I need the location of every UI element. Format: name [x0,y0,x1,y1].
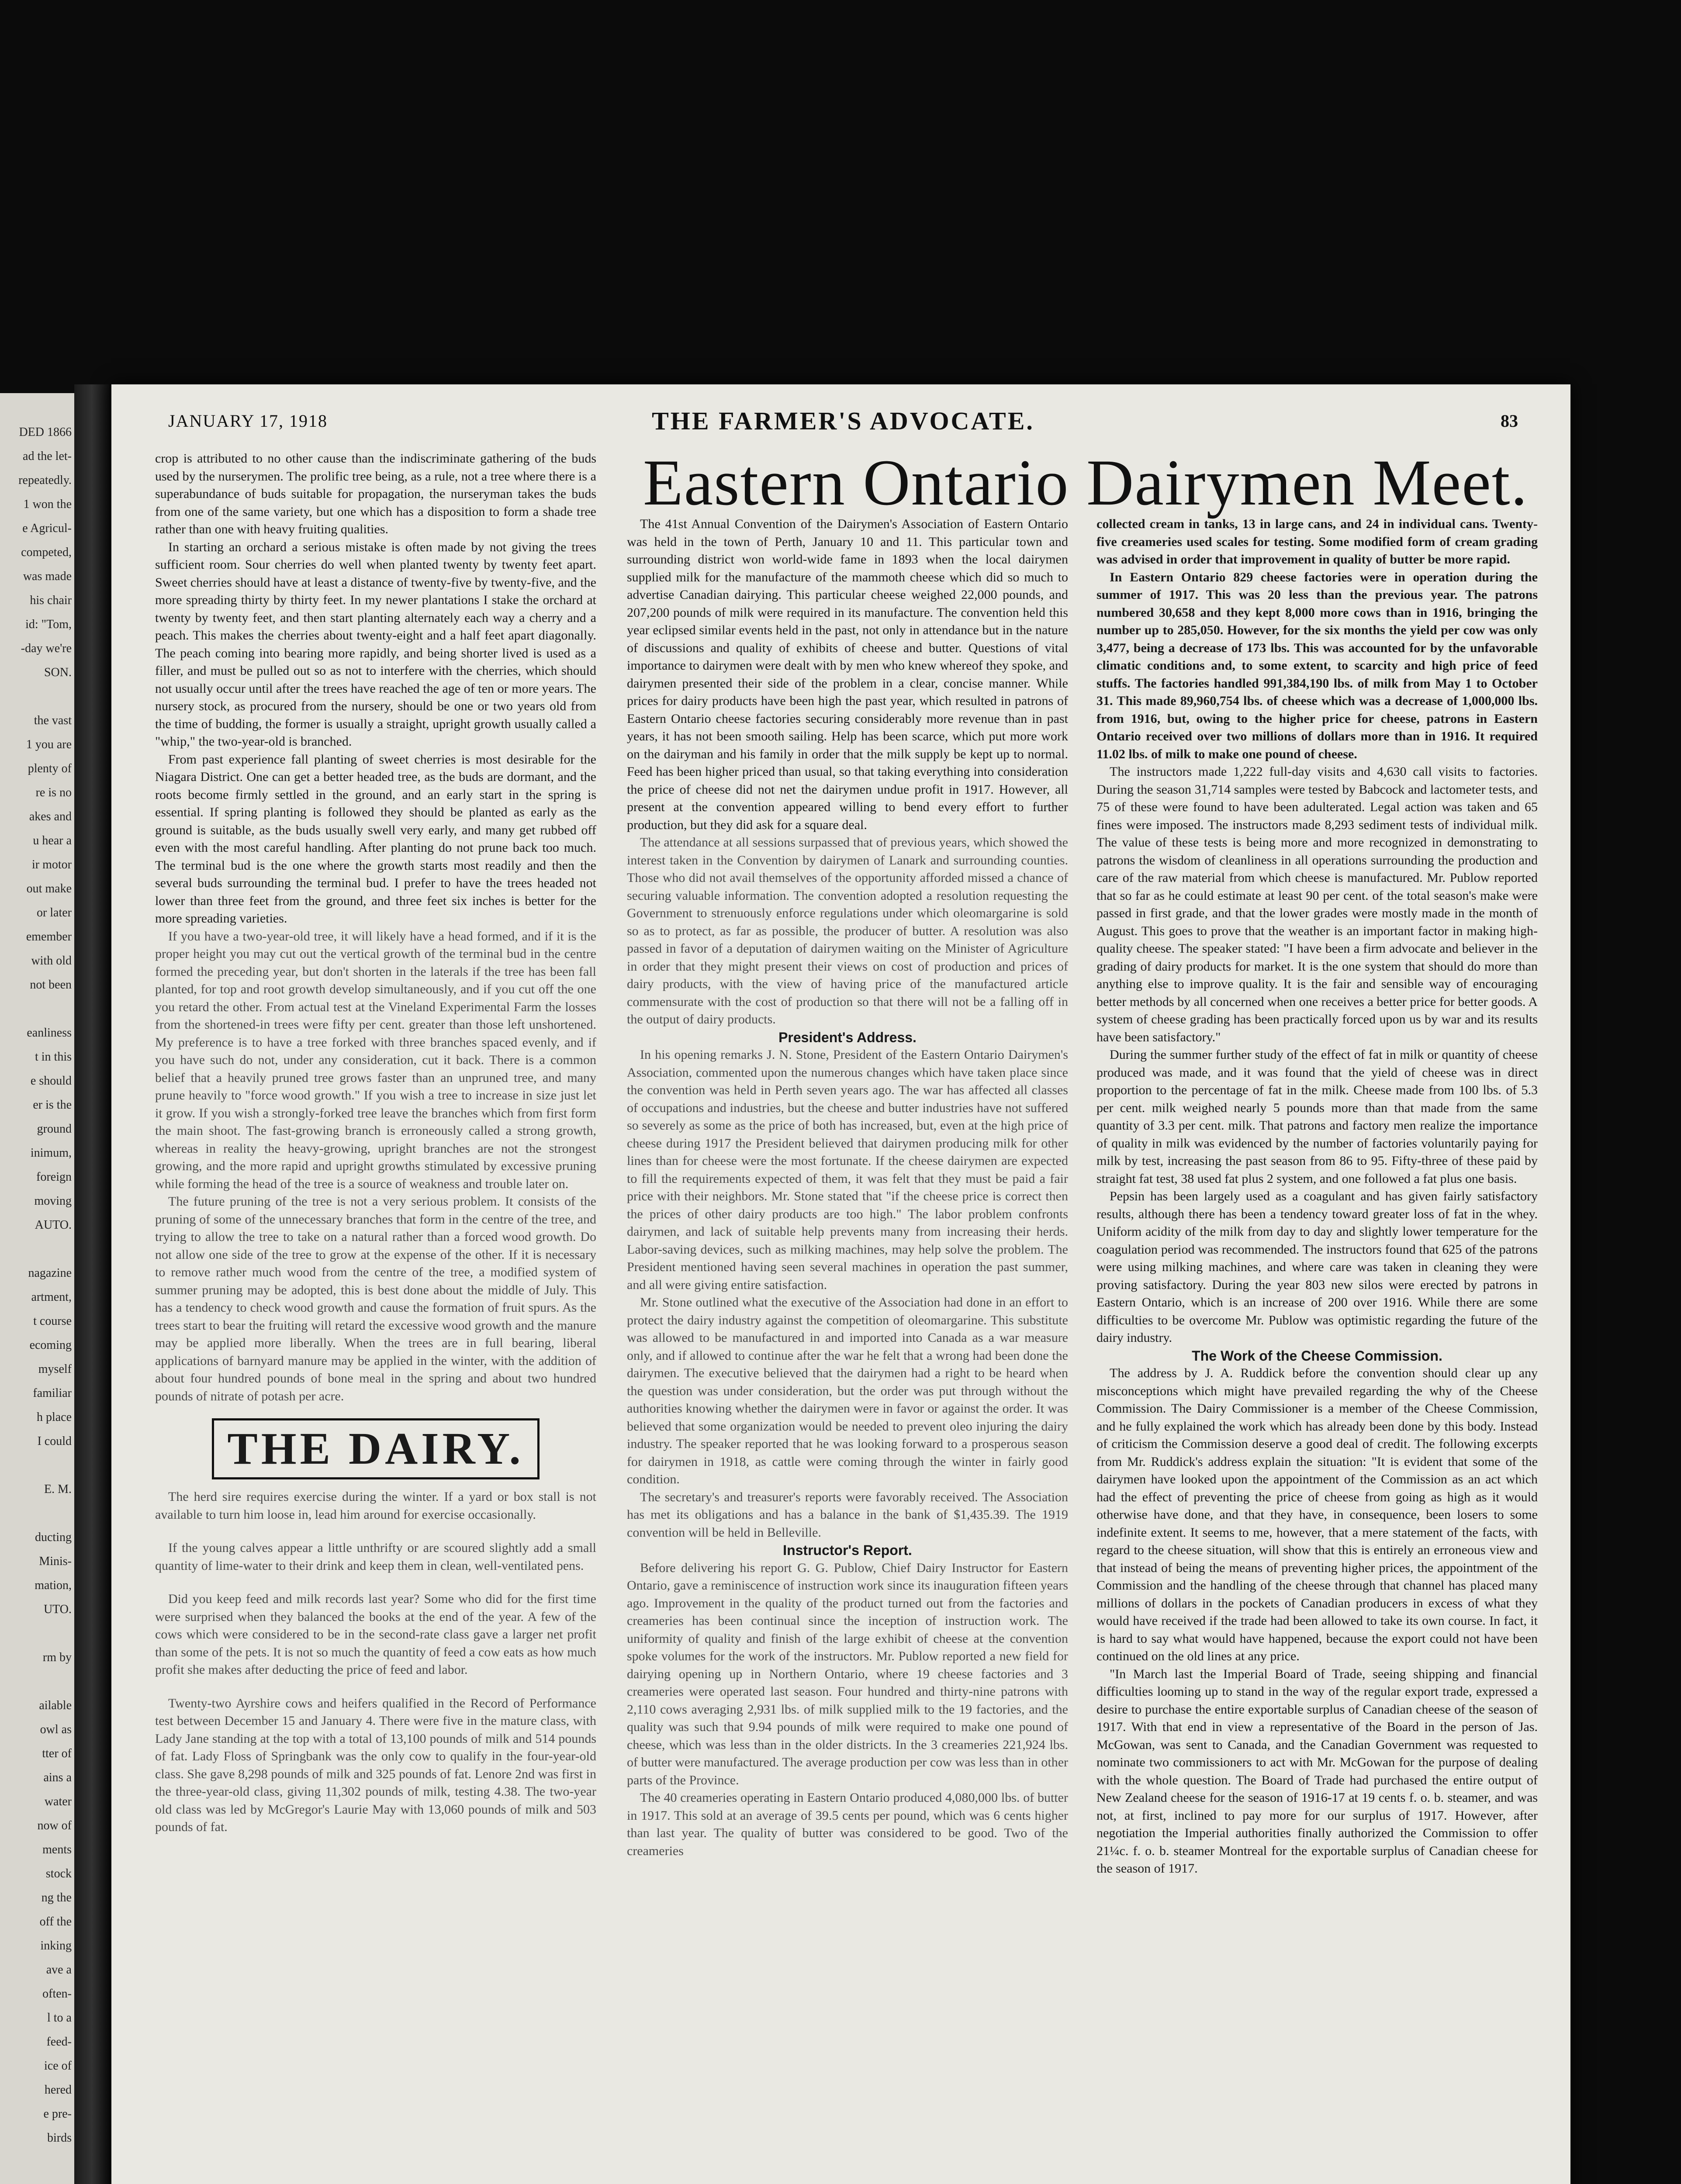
fragment-line: nagazine [28,1266,72,1280]
fragment-line: ave a [46,1963,72,1977]
fragment-line: UTO. [43,1603,72,1616]
subheading-instructor: Instructor's Report. [783,1542,912,1558]
fragment-line: e Agricul- [22,522,72,535]
paragraph: The address by J. A. Ruddick before the convention should clear up any misconceptions which might have prevailed regarding the why of the Cheese Commission. The Dairy Commissioner is a member of the Cheese Commission, and he fully explained the work which has already been done by this body. Instead of criticism the Commission deserve a good deal of credit. The following excerpts from Mr. Ruddick's address explain the situation: "It is evident that some of the dairymen have looked upon the appointment of the Commission as an act which had the effect of preventing the price of cheese from going as high as it would otherwise have done, and that they have, in consequence, been losers to some indefinite extent. It seems to me, however, that a mere statement of the facts, with regard to the cheese situation, will show that this is entirely an erroneous view and that instead of being the means of preventing higher prices, the appointment of the Commission and the handling of the cheese through that channel has placed many millions of dollars in the pockets of Canadian producers in excess of what they would have received if the trade had been allowed to take its own course. In fact, it is hard to say what would have happened, because the export could not have been continued on the old lines at any price. [1096,1366,1538,1663]
paragraph: In his opening remarks J. N. Stone, President of the Eastern Ontario Dairymen's Association, commented upon the numerous changes which have taken place since the convention was held in Perth seven years ago. The war has affected all classes of occupations and industries, but the cheese and butter industries have not suffered so severely as some as the price of both has increased, but, even at the high price of cheese during 1917 the President believed that dairymen producing milk for other lines than for cheese were the most fortunate. If the cheese dairymen are expected to fill the requirements expected of them, it was felt that they must be paid a fair price with their neighbors. Mr. Stone stated that "if the cheese price is correct then the prices of other dairy products are too high." The labor problem confronts dairymen, and lack of suitable help prevents many from increasing their herds. Labor-saving devices, such as milking machines, may help solve the problem. The President mentioned having seen several machines in operation the past summer, and all were giving entire satisfaction. [627,1047,1068,1292]
page-header [168,406,1518,441]
fragment-line: ains a [43,1771,72,1784]
paragraph: During the summer further study of the effect of fat in milk or quantity of cheese produced was made, and it was found that the yield of cheese was in direct proportion to the percentage of fat in the milk. Cheese made from 100 lbs. of 5.3 per cent. milk weighed nearly 5 pounds more than that made from the same quantity of 3.3 per cent. milk. That patrons and factory men realize the importance of quality in milk was evidenced by the number of factories voluntarily paying for milk by test, increasing the past season from 86 to 95. Fifty-three of these paid by straight fat test, 38 used fat plus 2 system, and one followed a fat plus one basis. [1096,1047,1538,1186]
article-title: Eastern Ontario Dairymen Meet. [643,446,1528,519]
fragment-line: l to a [47,2011,72,2025]
paragraph: In Eastern Ontario 829 cheese factories were in operation during the summer of 1917. This was 20 less than the previous year. The patrons numbered 30,658 and they kept 8,000 more cows than in 1916, bringing the number up to 285,050. However, for the six months the yield per cow was only 3,477, being a decrease of 173 lbs. This was accounted for by the unfavorable climatic conditions and, to some extent, to scarcity and high price of feed stuffs. The factories handled 991,384,190 lbs. of milk from May 1 to October 31. This made 89,960,754 lbs. of cheese which was a decrease of 1,000,000 lbs. from 1916, but, owing to the higher price for cheese, patrons in Eastern Ontario received over two millions of dollars more than in 1916. It required 11.02 lbs. of milk to make one pound of cheese. [1096,570,1538,761]
paragraph: The herd sire requires exercise during the winter. If a yard or box stall is not available to turn him loose in, lead him around for exercise occasionally. [155,1489,596,1522]
column-3 [1096,515,1538,1878]
fragment-line: h place [36,1410,72,1424]
paragraph: The 40 creameries operating in Eastern Ontario produced 4,080,000 lbs. of butter in 1917. This sold at an average of 39.5 cents per pound, which was 6 cents higher than last year. The quality of butter was considered to be good. Two of the creameries [627,1790,1068,1858]
fragment-line: rm by [42,1651,72,1664]
paragraph: If the young calves appear a little unthrifty or are scoured slightly add a small quantity of lime-water to their drink and keep them in clean, well-ventilated pens. [155,1541,596,1573]
fragment-line: stock [45,1867,72,1880]
column-2 [627,515,1068,1860]
paragraph: "In March last the Imperial Board of Trade, seeing shipping and financial difficulties looming up to stand in the way of the regular export trade, expressed a desire to purchase the entire exportable surplus of Canadian cheese of the season of 1917. With that end in view a representative of the Board in the person of Jas. McGowan, was sent to Canada, and the Canadian Government was requested to nominate two commissioners to act with Mr. McGowan for the purpose of dealing with the whole question. The Board of Trade had purchased the entire output of New Zealand cheese for the season of 1916-17 at 19 cents f. o. b. steamer, and was not, at first, inclined to pay more for our surplus of 1917. However, after negotiation the Imperial authorities finally authorized the Commission to offer 21¼c. f. o. b. steamer Montreal for the exportable surplus of Canadian cheese for the season of 1917. [1096,1666,1538,1876]
fragment-line: moving [34,1194,72,1208]
subheading-commission: The Work of the Cheese Commission. [1192,1348,1442,1364]
fragment-line: or later [36,906,72,919]
fragment-line: id: "Tom, [25,618,72,631]
paragraph: If you have a two-year-old tree, it will likely have a head formed, and if it is the proper height you may cut out the vertical growth of the terminal bud in the centre formed the preceding year, but don't shorten in the laterals if the tree has been fall planted, for top and root growth develop simultaneously, and if you cut off the one you retard the other. From actual test at the Vineland Experimental Farm the losses from the shortened-in trees were fifty per cent. greater than those left unshortened. My preference is to have a tree forked with three branches spaced evenly, and if you have such do not, under any consideration, cut it back. There is a common belief that a heavily pruned tree grows faster than an unpruned tree, and many prune heavily to "force wood growth." If you wish a tree to increase in size just let it grow. If you wish a strongly-forked tree leave the branches which from first form the main shoot. The fast-growing branch is erroneously called a strong growth, whereas in reality the heavy-growing, upright branches are not the strongest growing, and the more rapid and upright growths stimulated by excessive pruning while forming the head of the tree is a source of weakness and trouble later on. [155,929,596,1191]
fragment-line: 1 won the [23,498,72,511]
fragment-line: now of [37,1819,72,1832]
page-number: 83 [1501,411,1518,431]
fragment-line: plenty of [28,762,72,775]
paragraph: Pepsin has been largely used as a coagulant and has given fairly satisfactory results, although there has been a tendency toward greater loss of fat in the whey. Uniform acidity of the milk from day to day and slightly lower temperature for the coagulation period was recommended. The instructors found that 625 of the patrons were using milking machines, and where care was taken in cleaning they were proving satisfactory. During the year 803 new silos were erected by patrons in Eastern Ontario, which is an increase of 200 over 1916. While there are some difficulties to be overcome Mr. Publow was optimistic regarding the future of the dairy industry. [1096,1189,1538,1345]
fragment-line: tter of [42,1747,72,1760]
fragment-line: akes and [29,810,72,823]
paragraph: crop is attributed to no other cause than the indiscriminate gathering of the buds used by the nurserymen. The prolific tree being, as a rule, not a tree where there is a superabundance of buds suitable for propagation, the nurseryman takes the buds from one of the same variety, but one which has a disposition to form a shade tree rather than one with heavy fruiting qualities. [155,451,596,536]
fragment-line: hered [44,2083,72,2097]
fragment-line: birds [47,2131,72,2145]
fragment-line: foreign [36,1170,72,1184]
fragment-line: owl as [40,1723,72,1736]
fragment-line: with old [31,954,72,968]
fragment-line: ice of [44,2059,72,2073]
fragment-line: water [44,1795,72,1808]
column-1 [155,450,596,1836]
publication-title: THE FARMER'S ADVOCATE. [652,407,1034,435]
fragment-line: out make [26,882,72,895]
paragraph: Before delivering his report G. G. Publow, Chief Dairy Instructor for Eastern Ontario, gave a reminiscence of instruction work since its inauguration fifteen years ago. Improvement in the quality of the product turned out from the factories and creameries has been continual since the inception of instruction work. The uniformity of quality and finish of the large exhibit of cheese at the convention spoke volumes for the work of the instructors. Mr. Publow reported a new field for dairying opening up in Northern Ontario, where 19 cheese factories and 3 creameries were operated last season. Four hundred and thirty-nine patrons with 2,110 cows averaging 2,931 lbs. of milk supplied milk to the 19 factories, and the quality was such that 9.94 pounds of milk were required to make one pound of cheese, which was less than in the older districts. In the 3 creameries 221,924 lbs. of butter were manufactured. The average production per cow was less than in other parts of the Province. [627,1560,1068,1787]
fragment-line: not been [30,978,72,992]
fragment-line: E. M. [44,1482,72,1496]
fragment-line: ecoming [29,1338,72,1352]
fragment-line: u hear a [33,834,72,847]
issue-date: JANUARY 17, 1918 [168,411,328,431]
subheading-president: President's Address. [778,1029,917,1045]
fragment-line: ducting [35,1531,72,1544]
fragment-line: inimum, [30,1146,72,1160]
newspaper-page [111,384,1570,2184]
fragment-line: repeatedly. [18,473,72,487]
fragment-line: mation, [35,1579,72,1592]
paragraph: Mr. Stone outlined what the executive of the Association had done in an effort to protect the dairy industry against the competition of oleomargarine. This substitute was allowed to be manufactured in and imported into Canada as a war measure only, and if allowed to continue after the war he felt that a wrong had been done the dairymen. The executive believed that the dairymen had a right to be heard when the question was under consideration, but the order was put through without the authorities knowing whether the dairymen were in favor or against the order. It was believed that some organization would be needed to prevent oleo injuring the dairy industry. The speaker reported that he was looking forward to a prosperous season for dairymen in 1918, as cattle were coming through the winter in fairly good condition. [627,1295,1068,1486]
fragment-line: e should [30,1074,72,1088]
fragment-line: ad the let- [23,449,72,463]
fragment-line: ailable [39,1699,72,1712]
fragment-line: -day we're [21,642,72,655]
fragment-line: AUTO. [35,1218,72,1232]
paragraph: Did you keep feed and milk records last year? Some who did for the first time were surprised when they balanced the books at the end of the year. A few of the cows which were considered to be in the second-rate class gave a larger net profit than some of the pets. It is not so much the quantity of feed a cow eats as how much profit she makes after deducting the price of feed and labor. [155,1592,596,1677]
fragment-line: off the [39,1915,72,1928]
fragment-line: familiar [33,1386,72,1400]
fragment-line: inking [40,1939,72,1952]
fragment-line: eanliness [27,1026,72,1040]
paragraph: From past experience fall planting of sweet cherries is most desirable for the Niagara District. One can get a better headed tree, as the buds are dormant, and the roots become firmly settled in the ground, and an early start in the spring is essential. If spring planting is followed they should be planted as early as the ground is suitable, as the buds usually swell very early, and many get rubbed off even with the most careful handling. After planting do not prune back too much. The terminal bud is the one where the growth starts most readily and then the several buds surrounding the terminal bud. I prefer to have the trees headed not lower than three feet from the ground, and three feet six inches is better for the more spreading varieties. [155,752,596,926]
fragment-line: the vast [34,714,72,727]
page-gutter [74,384,109,2184]
fragment-line: ng the [41,1891,72,1904]
fragment-line: Minis- [39,1555,72,1568]
section-heading-dairy: THE DAIRY. [212,1418,540,1479]
fragment-line: his chair [30,594,72,607]
paragraph: The instructors made 1,222 full-day visits and 4,630 call visits to factories. During the season 31,714 samples were tested by Babcock and lactometer tests, and 75 of these were found to have been adulterated. Legal action was taken and 65 fines were imposed. The instructors made 8,293 sediment tests of individual milk. The value of these tests is being more and more recognized in demonstrating to patrons the wisdom of cleanliness in all operations surrounding the production and care of the raw material from which cheese is manufactured. Mr. Publow reported that so far as he could estimate at least 90 per cent. of the total season's make were passed in first grade, and that the lower grades were mostly made in the month of August. This goes to prove that the weather is an important factor in making high-quality cheese. The speaker stated: "I have been a firm advocate and believer in the grading of dairy products for market. It is the one system that should do more than anything else to improve quality. It is the fair and sensible way of encouraging better methods by all concerned when one receives a better price for better goods. A system of cheese grading has been practically forced upon us by war and its results have been satisfactory." [1096,764,1538,1044]
fragment-line: ments [42,1843,72,1856]
fragment-line: often- [42,1987,72,2001]
fragment-line: ground [37,1122,72,1136]
fragment-line: er is the [33,1098,72,1112]
fragment-line: re is no [35,786,72,799]
fragment-line: DED 1866 [19,425,72,439]
fragment-line: was made [23,570,72,583]
paragraph: In starting an orchard a serious mistake is often made by not giving the trees sufficient room. Sour cherries do well when planted twenty by twenty feet apart. Sweet cherries should have at least a distance of twenty-five by twenty-five, and the more spreading thirty by thirty feet. In my newer plantations I stake the orchard at twenty by twenty feet, and then start planting alternately each way a cherry and a peach. This makes the cherries about twenty-eight and a half feet apart diagonally. The peach coming into bearing more rapidly, and being shorter lived is used as a filler, and must be pulled out so as not to interfere with the cherries, which should not usually occur until after the trees have reached the age of ten or more years. The nursery stock, as procured from the nursery, should be one or two years old from the time of budding, the former is usually a straight, upright growth usually called a "whip," the two-year-old is branched. [155,539,596,749]
paragraph: The future pruning of the tree is not a very serious problem. It consists of the pruning of some of the unnecessary branches that form in the centre of the tree, and trying to allow the tree to take on a natural rather than a forced wood growth. Do not allow one side of the tree to grow at the expense of the other. If it is necessary to remove rather much wood from the centre of the tree, a modified system of summer pruning may be adopted, this is best done about the middle of July. This has a tendency to check wood growth and cause the formation of fruit spurs. As the trees start to bear the fruiting will retard the excessive wood growth and the manure may be applied more liberally. When the trees are in full bearing, liberal applications of barnyard manure may be applied in the winter, with the addition of about four hundred pounds of bone meal in the spring and about two hundred pounds of nitrate of potash per acre. [155,1194,596,1403]
fragment-line: ir motor [32,858,72,871]
fragment-line: SON. [44,666,72,679]
paragraph: The 41st Annual Convention of the Dairymen's Association of Eastern Ontario was held in the town of Perth, January 10 and 11. This particular town and surrounding district won world-wide fame in 1893 when the local dairymen supplied milk for the manufacture of the mammoth cheese which did so much to advertise Canadian dairying. This particular cheese weighed 22,000 pounds, and 207,200 pounds of milk were required in its manufacture. The convention held this year eclipsed similar events held in the past, not only in attendance but in the nature of discussions and quality of exhibits of cheese and butter. Questions of vital importance to dairymen were dealt with by men who knew whereof they spoke, and dairymen presented their side of the problem in a clear, concise manner. While prices for dairy products have been high the past year, which resulted in patrons of Eastern Ontario cheese factories securing considerably more revenue than in past years, it has not been smooth sailing. Help has been scarce, which put more work on the dairyman and his family in order that the milk supply be kept up to normal. Feed has been higher priced than usual, so that taking everything into consideration the price of cheese did not net the dairymen undue profit in 1917. However, all present at the convention appeared willing to bend every effort to further production, but they did ask for a square deal. [627,517,1068,832]
fragment-line: artment, [31,1290,72,1304]
paragraph: Twenty-two Ayrshire cows and heifers qualified in the Record of Performance test between December 15 and January 4. There were five in the mature class, with Lady Jane standing at the top with a total of 13,100 pounds of milk and 514 pounds of fat. Lady Floss of Springbank was the only cow to qualify in the four-year-old class. She gave 8,298 pounds of milk and 325 pounds of fat. Lenore 2nd was first in the three-year-old class, giving 11,302 pounds of milk, testing 4.38. The two-year old class was led by McGregor's Laurie May with 13,060 pounds of milk and 503 pounds of fat. [155,1696,596,1834]
fragment-line: t course [33,1314,72,1328]
fragment-line: feed- [46,2035,72,2049]
fragment-line: emember [26,930,72,943]
fragment-line: e pre- [43,2107,72,2121]
adjacent-page-fragment [0,393,74,2184]
paragraph: The attendance at all sessions surpassed that of previous years, which showed the interest taken in the Convention by dairymen of Lanark and surrounding counties. Those who did not avail themselves of the opportunity afforded missed a chance of securing valuable information. The convention adopted a resolution requesting the Government to strenuously enforce regulations under which oleomargarine is sold so as to protect, as far as possible, the producer of butter. A resolution was also passed in favor of a deputation of dairymen waiting on the Minister of Agriculture in order that they might present their views on cost of production and prices of dairy products, with the view of having price of the manufactured article commensurate with the cost of production so that there will not be a falling off in the output of dairy products. [627,835,1068,1026]
fragment-line: I could [37,1434,72,1448]
fragment-line: myself [38,1362,72,1376]
fragment-line: t in this [35,1050,72,1064]
fragment-line: competed, [21,546,72,559]
paragraph: The secretary's and treasurer's reports were favorably received. The Association has met its obligations and has a balance in the bank of $1,435.39. The 1919 convention will be held in Belleville. [627,1489,1068,1540]
fragment-line: 1 you are [26,738,72,751]
paragraph: collected cream in tanks, 13 in large cans, and 24 in individual cans. Twenty-five creameries used scales for testing. Some modified form of cream grading was advised in order that improvement in quality of butter be more rapid. [1096,517,1538,567]
